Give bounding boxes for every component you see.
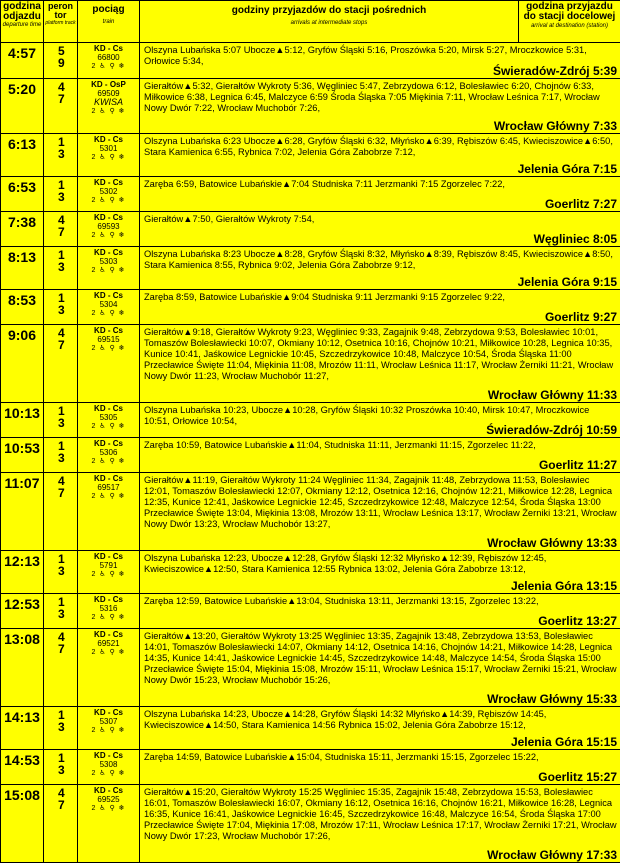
- train-cell: [78, 177, 140, 212]
- track-number: 3: [58, 608, 77, 620]
- platform-cell: [44, 785, 78, 863]
- train-category: KD - Cs: [78, 291, 139, 300]
- departure-time: 4:57: [1, 43, 44, 79]
- platform-cell: [44, 551, 78, 594]
- track-number: 3: [58, 191, 77, 203]
- track-number: 7: [58, 487, 77, 499]
- departure-time: 11:07: [1, 473, 44, 551]
- platform-number: 4: [58, 475, 77, 487]
- departure-time: 6:53: [1, 177, 44, 212]
- amenity-icons: 2 ♿ ⚲ ❄: [78, 804, 139, 813]
- platform-cell: [44, 629, 78, 707]
- train-cell: [78, 473, 140, 551]
- route-cell: [140, 134, 620, 177]
- train-number: 5308: [78, 760, 139, 769]
- track-number: 3: [58, 721, 77, 733]
- departure-time: 7:38: [1, 212, 44, 247]
- amenity-icons: 2 ♿ ⚲ ❄: [78, 457, 139, 466]
- destination-header-en: arrival at destination (station): [519, 22, 620, 30]
- table-row: [1, 785, 620, 863]
- train-number: 5303: [78, 257, 139, 266]
- destination-arrival: Świeradów-Zdrój 10:59: [486, 425, 617, 436]
- train-name: KWISA: [78, 98, 139, 107]
- platform-number: 1: [58, 179, 77, 191]
- train-cell: [78, 707, 140, 750]
- train-category: KD - Cs: [78, 630, 139, 639]
- train-category: KD - Cs: [78, 439, 139, 448]
- train-cell: [78, 247, 140, 290]
- platform-cell: [44, 247, 78, 290]
- train-header: [78, 1, 140, 43]
- platform-cell: [44, 79, 78, 134]
- train-number: 5316: [78, 604, 139, 613]
- train-category: KD - Cs: [78, 595, 139, 604]
- destination-arrival: Węgliniec 8:05: [534, 234, 617, 245]
- destination-arrival: Wrocław Główny 15:33: [487, 694, 617, 705]
- amenity-icons: 2 ♿ ⚲ ❄: [78, 422, 139, 431]
- destination-arrival: Goerlitz 11:27: [539, 460, 617, 471]
- train-category: KD - OsP: [78, 80, 139, 89]
- departure-time: 12:53: [1, 594, 44, 629]
- route-cell: [140, 325, 620, 403]
- platform-cell: [44, 134, 78, 177]
- platform-cell: [44, 594, 78, 629]
- amenity-icons: 2 ♿ ⚲ ❄: [78, 570, 139, 579]
- intermediate-stops: Olszyna Lubańska 10:23, Ubocze▲10:28, Gryfów Śląski 10:32 Proszówka 10:40, Mirsk 10:47, Mroczkowice 10:51, Orłowice 10:54,: [144, 405, 617, 427]
- table-row: [1, 177, 620, 212]
- destination-arrival: Jelenia Góra 9:15: [518, 277, 617, 288]
- platform-number: 4: [58, 327, 77, 339]
- amenity-icons: 2 ♿ ⚲ ❄: [78, 648, 139, 657]
- track-number: 7: [58, 643, 77, 655]
- train-number: 5304: [78, 300, 139, 309]
- route-cell: [140, 290, 620, 325]
- train-category: KD - Cs: [78, 326, 139, 335]
- platform-number: 1: [58, 752, 77, 764]
- intermediate-stops: Gierałtów▲13:20, Gierałtów Wykroty 13:25 Węgliniec 13:35, Zagajnik 13:48, Zebrzydowa 13:53, Bolesławiec 14:01, Tomaszów Bolesławiecki 14:07, Okmiany 14:12, Osetnica 14:16, Chojnów 14:21, Miłkowice 14:28, Legnica 14:35, Kunice 14:41, Jaśkowice Legnickie 14:45, Szczedrzykowice 14:48, Malczyce 14:54, Środa Śląska 15:00 Przecławice Święte 15:04, Miękinia 15:08, Mrozów 15:11, Wrocław Leśnica 15:17, Wrocław Żerniki 15:21, Wrocław Nowy Dwór 15:23, Wrocław Muchobór 15:26,: [144, 631, 617, 686]
- intermediate-stops: Zaręba 6:59, Batowice Lubańskie▲7:04 Studniska 7:11 Jerzmanki 7:15 Zgorzelec 7:22,: [144, 179, 617, 190]
- departure-time: 10:13: [1, 403, 44, 438]
- route-cell: [140, 785, 620, 863]
- destination-arrival: Wrocław Główny 11:33: [488, 390, 617, 401]
- track-number: 3: [58, 304, 77, 316]
- intermediate-stops: Olszyna Lubańska 8:23 Ubocze▲8:28, Gryfów Śląski 8:32, Młyńsko▲8:39, Rębiszów 8:45, Kwieciszowice▲8:50, Stara Kamienica 8:55, Rybnica 9:02, Jelenia Góra Zabobrze 9:12,: [144, 249, 617, 271]
- stops-header: [140, 1, 519, 43]
- intermediate-stops: Olszyna Lubańska 12:23, Ubocze▲12:28, Gryfów Śląski 12:32 Młyńsko▲12:39, Rębiszów 12:45, Kwieciszowice▲12:50, Stara Kamienica 12:55 Rybnica 13:02, Jelenia Góra Zabobrze 13:12,: [144, 553, 617, 575]
- platform-number: 1: [58, 292, 77, 304]
- stops-header-pl: godziny przyjazdów do stacji pośrednich: [232, 5, 426, 16]
- train-number: 69515: [78, 335, 139, 344]
- amenity-icons: 2 ♿ ⚲ ❄: [78, 492, 139, 501]
- train-category: KD - Cs: [78, 44, 139, 53]
- departure-time: 13:08: [1, 629, 44, 707]
- train-category: KD - Cs: [78, 178, 139, 187]
- destination-arrival: Wrocław Główny 7:33: [494, 121, 617, 132]
- destination-arrival: Świeradów-Zdrój 5:39: [493, 66, 617, 77]
- intermediate-stops: Gierałtów▲9:18, Gierałtów Wykroty 9:23, Węgliniec 9:33, Zagajnik 9:48, Zebrzydowa 9:53, Bolesławiec 10:01, Tomaszów Bolesławiecki 10:07, Okmiany 10:12, Osetnica 10:16, Chojnów 10:21, Miłkowice 10:28, Legnica 10:35, Kunice 10:41, Jaśkowice Legnickie 10:45, Szczedrzykowice 10:48, Malczyce 10:54, Środa Śląska 11:00 Przecławice Święte 11:04, Miękinia 11:08, Mrozów 11:11, Wrocław Leśnica 11:17, Wrocław Żerniki 11:21, Wrocław Nowy Dwór 11:23, Wrocław Muchobór 11:27,: [144, 327, 617, 382]
- platform-number: 1: [58, 136, 77, 148]
- route-cell: [140, 247, 620, 290]
- stops-header-en: arrivals at intermediate stops: [140, 16, 518, 30]
- train-cell: [78, 551, 140, 594]
- departure-time: 14:53: [1, 750, 44, 785]
- route-cell: [140, 551, 620, 594]
- train-cell: [78, 79, 140, 134]
- amenity-icons: 2 ♿ ⚲ ❄: [78, 153, 139, 162]
- train-header-pl: pociąg: [92, 4, 124, 15]
- train-number: 5302: [78, 187, 139, 196]
- amenity-icons: 2 ♿ ⚲ ❄: [78, 107, 139, 116]
- intermediate-stops: Gierałtów▲5:32, Gierałtów Wykroty 5:36, Węgliniec 5:47, Zebrzydowa 6:12, Bolesławiec 6:20, Chojnów 6:33, Miłkowice 6:38, Legnica 6:45, Malczyce 6:59 Środa Śląska 7:05 Miękinia 7:11, Wrocław Leśnica 7:17, Wrocław Nowy Dwór 7:22, Wrocław Muchobór 7:26,: [144, 81, 617, 114]
- amenity-icons: 2 ♿ ⚲ ❄: [78, 613, 139, 622]
- train-category: KD - Cs: [78, 135, 139, 144]
- train-cell: [78, 629, 140, 707]
- track-number: 3: [58, 452, 77, 464]
- platform-header: [44, 1, 78, 43]
- platform-number: 4: [58, 787, 77, 799]
- train-cell: [78, 290, 140, 325]
- train-cell: [78, 785, 140, 863]
- platform-number: 1: [58, 405, 77, 417]
- train-category: KD - Cs: [78, 404, 139, 413]
- track-number: 7: [58, 799, 77, 811]
- amenity-icons: 2 ♿ ⚲ ❄: [78, 266, 139, 275]
- train-category: KD - Cs: [78, 786, 139, 795]
- route-cell: [140, 473, 620, 551]
- track-number: 3: [58, 148, 77, 160]
- train-number: 5301: [78, 144, 139, 153]
- intermediate-stops: Zaręba 10:59, Batowice Lubańskie▲11:04, Studniska 11:11, Jerzmanki 11:15, Zgorzelec 11:22,: [144, 440, 617, 451]
- platform-cell: [44, 177, 78, 212]
- amenity-icons: 2 ♿ ⚲ ❄: [78, 196, 139, 205]
- train-category: KD - Cs: [78, 751, 139, 760]
- platform-number: 5: [58, 45, 77, 57]
- departure-time: 5:20: [1, 79, 44, 134]
- train-cell: [78, 43, 140, 79]
- table-row: [1, 750, 620, 785]
- departure-header: [1, 1, 44, 43]
- route-cell: [140, 750, 620, 785]
- track-number: 3: [58, 764, 77, 776]
- platform-number: 1: [58, 596, 77, 608]
- route-cell: [140, 177, 620, 212]
- platform-number: 4: [58, 81, 77, 93]
- amenity-icons: 2 ♿ ⚲ ❄: [78, 726, 139, 735]
- destination-arrival: Goerlitz 15:27: [538, 772, 617, 783]
- timetable-header: [1, 1, 620, 43]
- track-number: 7: [58, 93, 77, 105]
- destination-arrival: Jelenia Góra 13:15: [511, 581, 617, 592]
- amenity-icons: 2 ♿ ⚲ ❄: [78, 231, 139, 240]
- train-number: 69517: [78, 483, 139, 492]
- train-cell: [78, 325, 140, 403]
- table-row: [1, 438, 620, 473]
- table-row: [1, 134, 620, 177]
- track-number: 3: [58, 261, 77, 273]
- destination-arrival: Wrocław Główny 13:33: [487, 538, 617, 549]
- intermediate-stops: Gierałtów▲15:20, Gierałtów Wykroty 15:25 Węgliniec 15:35, Zagajnik 15:48, Zebrzydowa 15:53, Bolesławiec 16:01, Tomaszów Bolesławiecki 16:07, Okmiany 16:12, Osetnica 16:16, Chojnów 16:21, Miłkowice 16:28, Legnica 16:35, Kunice 16:41, Jaśkowice Legnickie 16:45, Szczedrzykowice 16:48, Malczyce 16:54, Środa Śląska 17:00 Przecławice Święte 17:04, Miękinia 17:08, Mrozów 17:11, Wrocław Leśnica 17:17, Wrocław Żerniki 17:21, Wrocław Nowy Dwór 17:23, Wrocław Muchobór 17:26,: [144, 787, 617, 842]
- table-row: [1, 247, 620, 290]
- departure-header-pl: godzina odjazdu: [3, 1, 41, 22]
- platform-cell: [44, 403, 78, 438]
- track-number: 3: [58, 565, 77, 577]
- destination-header: [519, 1, 620, 43]
- train-header-en: train: [78, 15, 139, 29]
- intermediate-stops: Zaręba 12:59, Batowice Lubańskie▲13:04, Studniska 13:11, Jerzmanki 13:15, Zgorzelec 13:22,: [144, 596, 617, 607]
- train-number: 5306: [78, 448, 139, 457]
- train-cell: [78, 750, 140, 785]
- train-cell: [78, 212, 140, 247]
- table-row: [1, 707, 620, 750]
- train-category: KD - Cs: [78, 552, 139, 561]
- train-cell: [78, 594, 140, 629]
- route-cell: [140, 43, 620, 79]
- amenity-icons: 2 ♿ ⚲ ❄: [78, 62, 139, 71]
- platform-header-en: platform track: [44, 20, 77, 26]
- intermediate-stops: Olszyna Lubańska 5:07 Ubocze▲5:12, Gryfów Śląski 5:16, Proszówka 5:20, Mirsk 5:27, Mroczkowice 5:31, Orłowice 5:34,: [144, 45, 617, 67]
- platform-cell: [44, 438, 78, 473]
- train-number: 5307: [78, 717, 139, 726]
- train-number: 69593: [78, 222, 139, 231]
- departure-header-en: departure time: [1, 22, 43, 29]
- amenity-icons: 2 ♿ ⚲ ❄: [78, 769, 139, 778]
- destination-arrival: Goerlitz 9:27: [545, 312, 617, 323]
- destination-arrival: Goerlitz 7:27: [545, 199, 617, 210]
- table-row: [1, 551, 620, 594]
- platform-cell: [44, 473, 78, 551]
- departure-time: 8:13: [1, 247, 44, 290]
- departure-time: 10:53: [1, 438, 44, 473]
- platform-number: 1: [58, 440, 77, 452]
- intermediate-stops: Zaręba 8:59, Batowice Lubańskie▲9:04 Studniska 9:11 Jerzmanki 9:15 Zgorzelec 9:22,: [144, 292, 617, 303]
- route-cell: [140, 707, 620, 750]
- route-cell: [140, 438, 620, 473]
- route-cell: [140, 629, 620, 707]
- table-row: [1, 43, 620, 79]
- destination-header-pl: godzina przyjazdu do stacji docelowej: [524, 1, 616, 22]
- route-cell: [140, 79, 620, 134]
- platform-cell: [44, 707, 78, 750]
- train-cell: [78, 438, 140, 473]
- intermediate-stops: Gierałtów▲11:19, Gierałtów Wykroty 11:24 Węgliniec 11:34, Zagajnik 11:48, Zebrzydowa 11:53, Bolesławiec 12:01, Tomaszów Bolesławiecki 12:07, Okmiany 12:12, Osetnica 12:16, Chojnów 12:21, Miłkowice 12:28, Legnica 12:35, Kunice 12:41, Jaśkowice Legnickie 12:45, Szczedrzykowice 12:48, Malczyce 12:54, Środa Śląska 13:00 Przecławice Święte 13:04, Miękinia 13:08, Mrozów 13:11, Wrocław Leśnica 13:17, Wrocław Żerniki 13:21, Wrocław Nowy Dwór 13:23, Wrocław Muchobór 13:27,: [144, 475, 617, 530]
- platform-cell: [44, 212, 78, 247]
- table-row: [1, 594, 620, 629]
- intermediate-stops: Olszyna Lubańska 6:23 Ubocze▲6:28, Gryfów Śląski 6:32, Młyńsko▲6:39, Rębiszów 6:45, Kwieciszowice▲6:50, Stara Kamienica 6:55, Rybnica 7:02, Jelenia Góra Zabobrze 7:12,: [144, 136, 617, 158]
- train-number: 69509: [78, 89, 139, 98]
- platform-number: 4: [58, 214, 77, 226]
- train-number: 5305: [78, 413, 139, 422]
- platform-number: 1: [58, 249, 77, 261]
- intermediate-stops: Zaręba 14:59, Batowice Lubańskie▲15:04, Studniska 15:11, Jerzmanki 15:15, Zgorzelec 15:22,: [144, 752, 617, 763]
- departure-time: 8:53: [1, 290, 44, 325]
- table-row: [1, 473, 620, 551]
- platform-cell: [44, 290, 78, 325]
- amenity-icons: 2 ♿ ⚲ ❄: [78, 309, 139, 318]
- platform-cell: [44, 43, 78, 79]
- intermediate-stops: Gierałtów▲7:50, Gierałtów Wykroty 7:54,: [144, 214, 617, 225]
- table-row: [1, 629, 620, 707]
- train-number: 69525: [78, 795, 139, 804]
- destination-arrival: Goerlitz 13:27: [538, 616, 617, 627]
- route-cell: [140, 212, 620, 247]
- train-number: 69521: [78, 639, 139, 648]
- track-number: 3: [58, 417, 77, 429]
- platform-cell: [44, 750, 78, 785]
- platform-number: 4: [58, 631, 77, 643]
- track-number: 9: [58, 57, 77, 69]
- route-cell: [140, 594, 620, 629]
- departure-time: 14:13: [1, 707, 44, 750]
- train-category: KD - Cs: [78, 248, 139, 257]
- platform-number: 1: [58, 709, 77, 721]
- train-category: KD - Cs: [78, 213, 139, 222]
- table-row: [1, 403, 620, 438]
- route-cell: [140, 403, 620, 438]
- destination-arrival: Wrocław Główny 17:33: [487, 850, 617, 861]
- platform-header-pl: peron tor: [48, 1, 73, 20]
- departure-time: 9:06: [1, 325, 44, 403]
- departure-time: 12:13: [1, 551, 44, 594]
- train-cell: [78, 134, 140, 177]
- platform-number: 1: [58, 553, 77, 565]
- table-row: [1, 79, 620, 134]
- train-category: KD - Cs: [78, 708, 139, 717]
- departure-time: 6:13: [1, 134, 44, 177]
- track-number: 7: [58, 339, 77, 351]
- amenity-icons: 2 ♿ ⚲ ❄: [78, 344, 139, 353]
- table-row: [1, 325, 620, 403]
- destination-arrival: Jelenia Góra 7:15: [518, 164, 617, 175]
- table-row: [1, 290, 620, 325]
- train-category: KD - Cs: [78, 474, 139, 483]
- train-cell: [78, 403, 140, 438]
- train-number: 5791: [78, 561, 139, 570]
- track-number: 7: [58, 226, 77, 238]
- destination-arrival: Jelenia Góra 15:15: [511, 737, 617, 748]
- intermediate-stops: Olszyna Lubańska 14:23, Ubocze▲14:28, Gryfów Śląski 14:32 Młyńsko▲14:39, Rębiszów 14:45, Kwieciszowice▲14:50, Stara Kamienica 14:56 Rybnica 15:02, Jelenia Góra Zabobrze 15:12,: [144, 709, 617, 731]
- table-row: [1, 212, 620, 247]
- train-number: 66800: [78, 53, 139, 62]
- platform-cell: [44, 325, 78, 403]
- departure-time: 15:08: [1, 785, 44, 863]
